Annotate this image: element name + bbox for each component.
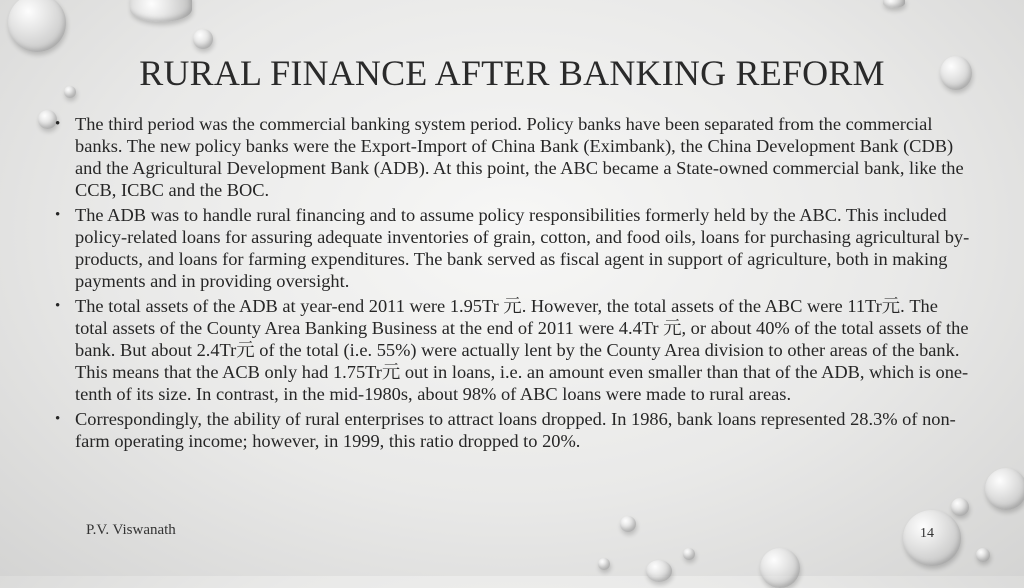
- bullet-item: [55, 408, 975, 452]
- bullet-text: The third period was the commercial banking system period. Policy banks have been separated from the commercial banks. The new policy banks were the Export-Import of China Bank (Eximbank), the China Development Bank (CDB) and the Agricultural Development Bank (ADB). At this point, the ABC became a State-owned commercial bank, like the CCB, ICBC and the BOC.: [75, 114, 964, 200]
- droplet-decoration: [683, 548, 695, 560]
- droplet-decoration: [976, 548, 990, 562]
- bullet-dot-icon: •: [55, 411, 61, 427]
- bullet-list: [55, 113, 975, 455]
- bullet-item: [55, 113, 975, 201]
- bullet-dot-icon: •: [55, 207, 61, 223]
- droplet-decoration: [130, 0, 192, 22]
- bullet-text: Correspondingly, the ability of rural enterprises to attract loans dropped. In 1986, bank loans represented 28.3% of non-farm operating income; however, in 1999, this ratio dropped to 20%.: [75, 409, 956, 451]
- bullet-dot-icon: •: [55, 116, 61, 132]
- bullet-item: [55, 204, 975, 292]
- droplet-decoration: [193, 29, 213, 49]
- bullet-text: The ADB was to handle rural financing and to assume policy responsibilities formerly held by the ABC. This included policy-related loans for assuring adequate inventories of grain, cotton, and food oils, loans for purchasing agricultural by-products, and loans for farming expenditures. The bank served as fiscal agent in support of agriculture, both in making payments and in providing oversight.: [75, 205, 970, 291]
- droplet-decoration: [8, 0, 66, 52]
- droplet-decoration: [620, 516, 636, 532]
- bullet-dot-icon: •: [55, 298, 61, 314]
- droplet-decoration: [985, 468, 1024, 510]
- droplet-decoration: [951, 498, 969, 516]
- droplet-decoration: [646, 560, 672, 582]
- bullet-text: The total assets of the ADB at year-end 2011 were 1.95Tr 元. However, the total assets of the ABC were 11Tr元. The total assets of the County Area Banking Business at the end of 2011 were 4.4Tr 元, or about 40% of the total assets of the bank. But about 2.4Tr元 of the total (i.e. 55%) were actually lent by the County Area division to other areas of the bank. This means that the ACB only had 1.75Tr元 out in loans, i.e. an amount even smaller than that of the ADB, which is one-tenth of its size. In contrast, in the mid-1980s, about 98% of ABC loans were made to rural areas.: [75, 296, 969, 404]
- page-number: 14: [920, 526, 934, 541]
- droplet-decoration: [760, 548, 800, 588]
- footer-author: P.V. Viswanath: [86, 522, 176, 538]
- droplet-decoration: [883, 0, 905, 8]
- bullet-item: [55, 295, 975, 405]
- slide-title: RURAL FINANCE AFTER BANKING REFORM: [139, 53, 885, 93]
- droplet-decoration: [598, 558, 610, 570]
